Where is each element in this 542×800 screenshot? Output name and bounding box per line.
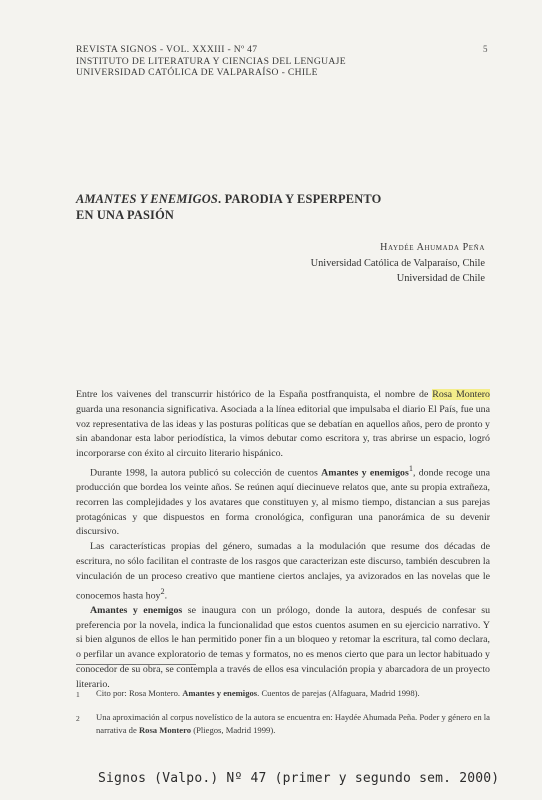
paragraph-1-text-b: guarda una resonancia significativa. Asociada a la línea editorial que impulsaba el diario El País, fue una voz representativa de las ideas y las posturas políticas que se debatían en aquellos años, pero de pronto y sin abandonar esta labor periodística, la vimos debutar como escritora y, tras abrirse un espacio, logró incorporarse con éxito al circuito literario hispánico. <box>76 403 490 460</box>
header-university: UNIVERSIDAD CATÓLICA DE VALPARAÍSO - CHILE <box>76 67 318 78</box>
journal-header <box>76 44 496 79</box>
footnote-2-bold: Rosa Montero <box>138 725 192 735</box>
author-name: Haydée Ahumada Peña <box>380 242 485 253</box>
paragraph-4-text: se inaugura con un prólogo, donde la autora, después de confesar su preferencia por la novela, indica la funcionalidad que estos cuentos asumen en su ejercicio narrativo. Y si bien algunos de ellos le han permitido poner fin a un bloqueo y retomar la escritura, tal como declara, o perfilar un avance exploratorio de temas y formatos, no es menos cierto que para un lector habituado y conocedor de su obra, se contempla a través de ellos esa vinculación propia y abarcadora de un proyecto literario. <box>76 604 491 690</box>
title-italic-part: AMANTES Y ENEMIGOS <box>76 192 219 206</box>
author-affiliation-2: Universidad de Chile <box>396 273 485 284</box>
footnote-divider <box>76 664 196 665</box>
footnote-2-text-b: (Pliegos, Madrid 1999). <box>191 725 276 735</box>
footnote-1-text-a: Cito por: Rosa Montero. <box>96 688 183 698</box>
paragraph-1 <box>76 388 490 462</box>
footnote-1-text <box>96 687 492 701</box>
paragraph-3-text-b: . <box>164 589 168 601</box>
footnote-2 <box>76 711 492 737</box>
book-title-bold-2: Amantes y enemigos <box>90 604 183 616</box>
highlighted-author-name: Rosa Montero <box>432 389 490 400</box>
paragraph-2-text-b: , donde recoge una producción que bordea los veinte años. Se reúnen aquí diecinueve relatos que, ante su propia extrañeza, recorren las complejidades y los avatares que constituyen y, al mismo tiempo, distancian a sus parejas protagónicas y que dispuestos en forma cronológica, configuran una panorámica de su devenir discursivo. <box>76 467 490 538</box>
paragraph-2-text-a: Durante 1998, la autora publicó su colección de cuentos <box>90 467 322 479</box>
title-line-2: EN UNA PASIÓN <box>76 208 175 222</box>
header-journal-volume: REVISTA SIGNOS - VOL. XXXIII - Nº 47 <box>76 44 258 55</box>
author-affiliation-1: Universidad Católica de Valparaíso, Chile <box>310 257 485 269</box>
header-institute: INSTITUTO DE LITERATURA Y CIENCIAS DEL LENGUAJE <box>76 55 346 67</box>
article-title <box>76 191 496 223</box>
footnote-1-text-b: . Cuentos de parejas (Alfaguara, Madrid 1998). <box>257 688 420 698</box>
footnotes <box>76 687 492 747</box>
title-rest: . PARODIA Y ESPERPENTO <box>218 192 382 206</box>
citation-stamp: Signos (Valpo.) Nº 47 (primer y segundo sem. 2000) <box>98 771 500 786</box>
footnote-1-bold: Amantes y enemigos <box>182 688 258 698</box>
paragraph-3-text-a: Las características propias del género, sumadas a la modulación que resume dos décadas de escritura, no sólo facilitan el contraste de los rasgos que caracterizan este discurso, también descubren la vinculación de un proceso creativo que mantiene ciertos anclajes, ya avizorados en las novelas que le conocemos hasta hoy <box>76 541 490 601</box>
footnote-2-number: 2 <box>76 714 80 723</box>
footnote-ref-2: 2 <box>160 586 165 596</box>
paragraph-2 <box>76 462 490 540</box>
paragraph-4 <box>76 604 490 693</box>
article-body <box>76 388 490 693</box>
footnote-2-text-a: Una aproximación al corpus novelístico de la autora se encuentra en: Haydée Ahumada Peña. Poder y género en la narrativa de <box>96 712 490 735</box>
author-block <box>311 240 485 287</box>
page-number: 5 <box>483 44 488 54</box>
footnote-ref-1: 1 <box>408 463 413 473</box>
footnote-1-number: 1 <box>76 690 80 699</box>
footnote-2-text <box>96 711 492 737</box>
book-title-bold: Amantes y enemigos <box>321 467 409 479</box>
paragraph-1-text-a: Entre los vaivenes del transcurrir histórico de la España postfranquista, el nombre de <box>76 389 433 400</box>
footnote-1 <box>76 687 492 701</box>
paragraph-3 <box>76 540 490 603</box>
